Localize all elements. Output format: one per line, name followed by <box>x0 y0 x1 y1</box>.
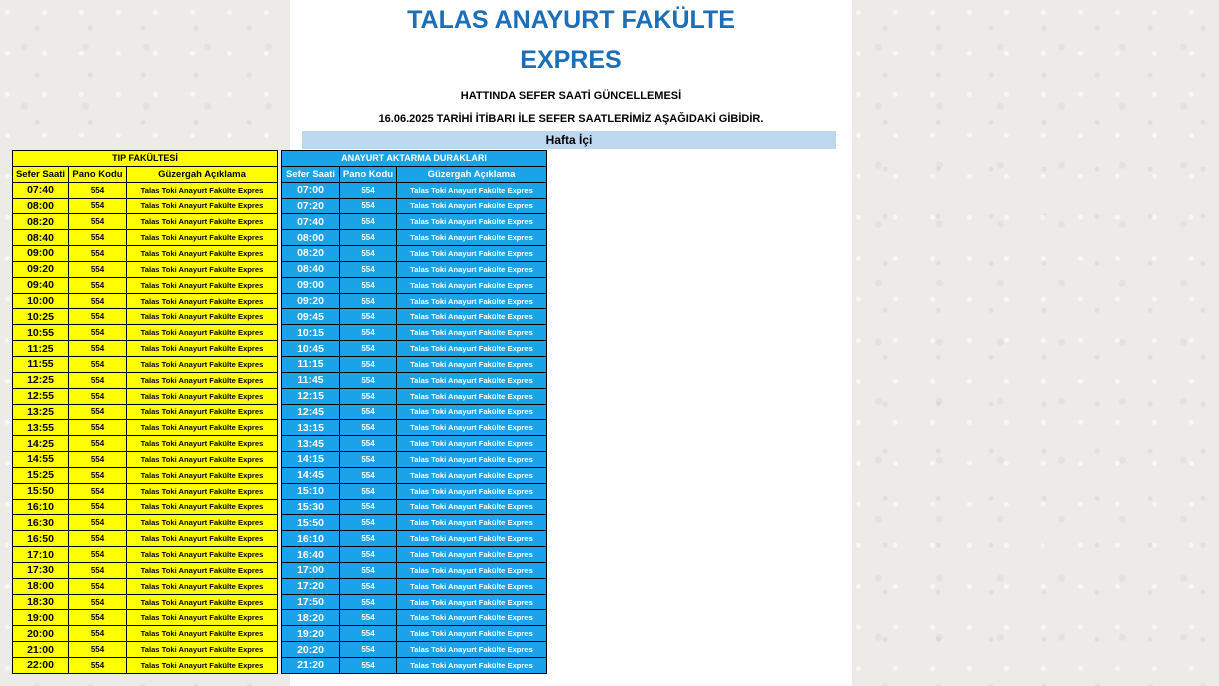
departure-time: 07:40 <box>13 182 69 198</box>
table-row <box>282 642 547 658</box>
route-description: Talas Toki Anayurt Fakülte Expres <box>397 261 547 277</box>
table-row <box>13 309 278 325</box>
board-code: 554 <box>69 230 127 246</box>
departure-time: 13:15 <box>282 420 340 436</box>
departure-time: 11:25 <box>13 341 69 357</box>
board-code: 554 <box>69 547 127 563</box>
board-code: 554 <box>69 261 127 277</box>
route-description: Talas Toki Anayurt Fakülte Expres <box>127 594 278 610</box>
table-row <box>13 531 278 547</box>
table-row <box>13 436 278 452</box>
departure-time: 17:20 <box>282 578 340 594</box>
table-row <box>13 356 278 372</box>
departure-time: 16:30 <box>13 515 69 531</box>
route-description: Talas Toki Anayurt Fakülte Expres <box>127 325 278 341</box>
departure-time: 10:00 <box>13 293 69 309</box>
column-header-row <box>282 166 547 182</box>
subtitle-effective-date: 16.06.2025 TARİHİ İTİBARI İLE SEFER SAATLERİMİZ AŞAĞIDAKİ GİBİDİR. <box>378 113 764 125</box>
route-description-header: Güzergah Açıklama <box>397 166 547 182</box>
board-code: 554 <box>69 246 127 262</box>
table-row <box>282 515 547 531</box>
route-description: Talas Toki Anayurt Fakülte Expres <box>127 356 278 372</box>
departure-time: 14:15 <box>282 452 340 468</box>
board-code: 554 <box>340 261 397 277</box>
route-description: Talas Toki Anayurt Fakülte Expres <box>397 626 547 642</box>
table-row <box>282 610 547 626</box>
stop-name-header: TIP FAKÜLTESİ <box>13 151 278 167</box>
route-description: Talas Toki Anayurt Fakülte Expres <box>397 277 547 293</box>
route-description: Talas Toki Anayurt Fakülte Expres <box>397 483 547 499</box>
departure-time: 15:10 <box>282 483 340 499</box>
departure-time: 10:55 <box>13 325 69 341</box>
board-code: 554 <box>69 214 127 230</box>
schedule-table-tip-fakultesi <box>12 150 278 674</box>
board-code: 554 <box>340 452 397 468</box>
table-row <box>282 547 547 563</box>
board-code: 554 <box>340 198 397 214</box>
route-description: Talas Toki Anayurt Fakülte Expres <box>397 467 547 483</box>
route-description: Talas Toki Anayurt Fakülte Expres <box>127 277 278 293</box>
table-row <box>282 404 547 420</box>
departure-time: 18:00 <box>13 578 69 594</box>
table-row <box>13 594 278 610</box>
departure-time: 18:30 <box>13 594 69 610</box>
table-row <box>13 214 278 230</box>
table-row <box>282 531 547 547</box>
table-row <box>282 626 547 642</box>
route-description: Talas Toki Anayurt Fakülte Expres <box>397 372 547 388</box>
table-row <box>282 658 547 674</box>
board-code: 554 <box>340 547 397 563</box>
board-code: 554 <box>69 198 127 214</box>
board-code: 554 <box>340 562 397 578</box>
board-code: 554 <box>340 230 397 246</box>
departure-time: 12:45 <box>282 404 340 420</box>
route-description: Talas Toki Anayurt Fakülte Expres <box>127 515 278 531</box>
board-code: 554 <box>69 578 127 594</box>
departure-time: 09:00 <box>13 246 69 262</box>
table-row <box>282 341 547 357</box>
table-row <box>282 372 547 388</box>
table-row <box>282 261 547 277</box>
table-row <box>282 277 547 293</box>
table-row <box>13 483 278 499</box>
departure-time: 17:50 <box>282 594 340 610</box>
route-description: Talas Toki Anayurt Fakülte Expres <box>397 356 547 372</box>
board-code: 554 <box>69 404 127 420</box>
schedule-table-anayurt-aktarma <box>281 150 547 674</box>
route-description: Talas Toki Anayurt Fakülte Expres <box>127 261 278 277</box>
route-description: Talas Toki Anayurt Fakülte Expres <box>127 483 278 499</box>
departure-time: 08:00 <box>282 230 340 246</box>
board-code: 554 <box>340 467 397 483</box>
subtitle-update-notice: HATTINDA SEFER SAATİ GÜNCELLEMESİ <box>460 90 682 102</box>
route-description: Talas Toki Anayurt Fakülte Expres <box>397 515 547 531</box>
board-code: 554 <box>69 452 127 468</box>
board-code: 554 <box>69 277 127 293</box>
board-code: 554 <box>340 515 397 531</box>
board-code: 554 <box>340 531 397 547</box>
table-row <box>282 293 547 309</box>
board-code: 554 <box>340 658 397 674</box>
route-description: Talas Toki Anayurt Fakülte Expres <box>127 198 278 214</box>
departure-time-header: Sefer Saati <box>13 166 69 182</box>
board-code: 554 <box>340 356 397 372</box>
departure-time: 08:40 <box>13 230 69 246</box>
board-code: 554 <box>69 626 127 642</box>
route-description: Talas Toki Anayurt Fakülte Expres <box>397 198 547 214</box>
table-row <box>13 562 278 578</box>
route-description: Talas Toki Anayurt Fakülte Expres <box>397 293 547 309</box>
table-row <box>13 182 278 198</box>
route-description: Talas Toki Anayurt Fakülte Expres <box>397 341 547 357</box>
board-code: 554 <box>69 420 127 436</box>
board-code: 554 <box>69 594 127 610</box>
departure-time: 08:00 <box>13 198 69 214</box>
route-description: Talas Toki Anayurt Fakülte Expres <box>127 293 278 309</box>
table-row <box>13 372 278 388</box>
departure-time: 14:25 <box>13 436 69 452</box>
board-code-header: Pano Kodu <box>69 166 127 182</box>
route-description: Talas Toki Anayurt Fakülte Expres <box>127 341 278 357</box>
departure-time: 07:40 <box>282 214 340 230</box>
board-code: 554 <box>69 658 127 674</box>
table-row <box>13 246 278 262</box>
table-row <box>13 642 278 658</box>
table-row <box>13 578 278 594</box>
departure-time: 09:20 <box>282 293 340 309</box>
board-code: 554 <box>69 642 127 658</box>
departure-time: 12:55 <box>13 388 69 404</box>
departure-time-header: Sefer Saati <box>282 166 340 182</box>
departure-time: 10:45 <box>282 341 340 357</box>
board-code: 554 <box>340 483 397 499</box>
route-description: Talas Toki Anayurt Fakülte Expres <box>397 499 547 515</box>
table-row <box>282 214 547 230</box>
stop-name-header: ANAYURT AKTARMA DURAKLARI <box>282 151 547 167</box>
table-row <box>13 515 278 531</box>
route-description: Talas Toki Anayurt Fakülte Expres <box>397 594 547 610</box>
board-code: 554 <box>69 531 127 547</box>
departure-time: 10:25 <box>13 309 69 325</box>
departure-time: 16:50 <box>13 531 69 547</box>
departure-time: 14:45 <box>282 467 340 483</box>
route-description: Talas Toki Anayurt Fakülte Expres <box>127 626 278 642</box>
board-code: 554 <box>340 325 397 341</box>
route-description: Talas Toki Anayurt Fakülte Expres <box>397 246 547 262</box>
route-description: Talas Toki Anayurt Fakülte Expres <box>397 388 547 404</box>
table-row <box>13 420 278 436</box>
departure-time: 09:00 <box>282 277 340 293</box>
departure-time: 20:00 <box>13 626 69 642</box>
departure-time: 11:45 <box>282 372 340 388</box>
table-row <box>13 626 278 642</box>
table-row <box>13 341 278 357</box>
board-code: 554 <box>340 499 397 515</box>
departure-time: 19:00 <box>13 610 69 626</box>
departure-time: 13:45 <box>282 436 340 452</box>
table-row <box>282 483 547 499</box>
board-code: 554 <box>340 642 397 658</box>
route-description: Talas Toki Anayurt Fakülte Expres <box>397 547 547 563</box>
departure-time: 08:20 <box>282 246 340 262</box>
board-code: 554 <box>69 356 127 372</box>
board-code: 554 <box>69 436 127 452</box>
table-row <box>282 594 547 610</box>
departure-time: 16:10 <box>282 531 340 547</box>
board-code: 554 <box>340 182 397 198</box>
board-code: 554 <box>340 309 397 325</box>
board-code: 554 <box>340 293 397 309</box>
table-row <box>282 562 547 578</box>
day-type-header: Hafta İçi <box>302 131 836 149</box>
departure-time: 09:40 <box>13 277 69 293</box>
route-description: Talas Toki Anayurt Fakülte Expres <box>127 182 278 198</box>
table-row <box>13 325 278 341</box>
departure-time: 11:55 <box>13 356 69 372</box>
table-row <box>282 499 547 515</box>
route-description: Talas Toki Anayurt Fakülte Expres <box>127 230 278 246</box>
table-row <box>13 658 278 674</box>
route-description: Talas Toki Anayurt Fakülte Expres <box>397 578 547 594</box>
route-description: Talas Toki Anayurt Fakülte Expres <box>397 420 547 436</box>
board-code: 554 <box>69 562 127 578</box>
route-description: Talas Toki Anayurt Fakülte Expres <box>127 246 278 262</box>
table-row <box>282 467 547 483</box>
departure-time: 13:55 <box>13 420 69 436</box>
table-header-row <box>13 151 278 167</box>
route-description: Talas Toki Anayurt Fakülte Expres <box>127 404 278 420</box>
table-row <box>282 436 547 452</box>
route-description: Talas Toki Anayurt Fakülte Expres <box>397 658 547 674</box>
board-code: 554 <box>340 341 397 357</box>
route-description: Talas Toki Anayurt Fakülte Expres <box>397 642 547 658</box>
column-header-row <box>13 166 278 182</box>
table-row <box>282 356 547 372</box>
route-description-header: Güzergah Açıklama <box>127 166 278 182</box>
board-code: 554 <box>340 436 397 452</box>
departure-time: 16:10 <box>13 499 69 515</box>
table-row <box>13 277 278 293</box>
route-description: Talas Toki Anayurt Fakülte Expres <box>127 436 278 452</box>
departure-time: 17:30 <box>13 562 69 578</box>
board-code: 554 <box>340 404 397 420</box>
departure-time: 15:25 <box>13 467 69 483</box>
route-description: Talas Toki Anayurt Fakülte Expres <box>127 562 278 578</box>
departure-time: 15:30 <box>282 499 340 515</box>
board-code: 554 <box>340 610 397 626</box>
route-description: Talas Toki Anayurt Fakülte Expres <box>127 214 278 230</box>
departure-time: 09:45 <box>282 309 340 325</box>
route-description: Talas Toki Anayurt Fakülte Expres <box>127 531 278 547</box>
route-description: Talas Toki Anayurt Fakülte Expres <box>397 404 547 420</box>
route-description: Talas Toki Anayurt Fakülte Expres <box>397 610 547 626</box>
departure-time: 10:15 <box>282 325 340 341</box>
table-row <box>282 325 547 341</box>
route-description: Talas Toki Anayurt Fakülte Expres <box>127 642 278 658</box>
route-description: Talas Toki Anayurt Fakülte Expres <box>127 467 278 483</box>
departure-time: 21:00 <box>13 642 69 658</box>
table-row <box>13 261 278 277</box>
board-code: 554 <box>340 214 397 230</box>
departure-time: 07:00 <box>282 182 340 198</box>
departure-time: 17:10 <box>13 547 69 563</box>
table-row <box>13 547 278 563</box>
board-code-header: Pano Kodu <box>340 166 397 182</box>
board-code: 554 <box>69 467 127 483</box>
departure-time: 08:40 <box>282 261 340 277</box>
departure-time: 17:00 <box>282 562 340 578</box>
board-code: 554 <box>69 341 127 357</box>
departure-time: 14:55 <box>13 452 69 468</box>
departure-time: 21:20 <box>282 658 340 674</box>
table-row <box>282 452 547 468</box>
board-code: 554 <box>69 182 127 198</box>
departure-time: 15:50 <box>282 515 340 531</box>
departure-time: 15:50 <box>13 483 69 499</box>
route-description: Talas Toki Anayurt Fakülte Expres <box>397 182 547 198</box>
board-code: 554 <box>340 594 397 610</box>
page-title-line2: EXPRES <box>520 46 622 74</box>
route-description: Talas Toki Anayurt Fakülte Expres <box>127 372 278 388</box>
table-row <box>13 388 278 404</box>
board-code: 554 <box>340 420 397 436</box>
board-code: 554 <box>340 626 397 642</box>
route-description: Talas Toki Anayurt Fakülte Expres <box>127 547 278 563</box>
table-row <box>13 198 278 214</box>
board-code: 554 <box>69 293 127 309</box>
route-description: Talas Toki Anayurt Fakülte Expres <box>127 420 278 436</box>
route-description: Talas Toki Anayurt Fakülte Expres <box>127 658 278 674</box>
page-title-line1: TALAS ANAYURT FAKÜLTE <box>407 6 735 34</box>
table-row <box>282 578 547 594</box>
route-description: Talas Toki Anayurt Fakülte Expres <box>397 562 547 578</box>
table-row <box>13 467 278 483</box>
board-code: 554 <box>69 309 127 325</box>
route-description: Talas Toki Anayurt Fakülte Expres <box>127 499 278 515</box>
route-description: Talas Toki Anayurt Fakülte Expres <box>127 452 278 468</box>
table-header-row <box>282 151 547 167</box>
route-description: Talas Toki Anayurt Fakülte Expres <box>397 325 547 341</box>
board-code: 554 <box>340 578 397 594</box>
table-row <box>13 293 278 309</box>
table-row <box>13 404 278 420</box>
table-row <box>282 182 547 198</box>
board-code: 554 <box>69 515 127 531</box>
table-row <box>13 230 278 246</box>
departure-time: 12:25 <box>13 372 69 388</box>
board-code: 554 <box>340 246 397 262</box>
table-row <box>282 198 547 214</box>
board-code: 554 <box>340 372 397 388</box>
route-description: Talas Toki Anayurt Fakülte Expres <box>127 578 278 594</box>
table-row <box>282 309 547 325</box>
table-row <box>13 452 278 468</box>
board-code: 554 <box>69 499 127 515</box>
route-description: Talas Toki Anayurt Fakülte Expres <box>397 230 547 246</box>
board-code: 554 <box>340 388 397 404</box>
table-row <box>282 230 547 246</box>
departure-time: 12:15 <box>282 388 340 404</box>
route-description: Talas Toki Anayurt Fakülte Expres <box>397 309 547 325</box>
table-row <box>282 246 547 262</box>
route-description: Talas Toki Anayurt Fakülte Expres <box>397 452 547 468</box>
board-code: 554 <box>69 483 127 499</box>
departure-time: 18:20 <box>282 610 340 626</box>
route-description: Talas Toki Anayurt Fakülte Expres <box>397 436 547 452</box>
board-code: 554 <box>69 372 127 388</box>
departure-time: 07:20 <box>282 198 340 214</box>
departure-time: 16:40 <box>282 547 340 563</box>
departure-time: 13:25 <box>13 404 69 420</box>
route-description: Talas Toki Anayurt Fakülte Expres <box>127 309 278 325</box>
board-code: 554 <box>340 277 397 293</box>
table-row <box>13 610 278 626</box>
departure-time: 22:00 <box>13 658 69 674</box>
route-description: Talas Toki Anayurt Fakülte Expres <box>127 388 278 404</box>
board-code: 554 <box>69 325 127 341</box>
departure-time: 08:20 <box>13 214 69 230</box>
departure-time: 20:20 <box>282 642 340 658</box>
departure-time: 09:20 <box>13 261 69 277</box>
table-row <box>282 388 547 404</box>
table-row <box>282 420 547 436</box>
board-code: 554 <box>69 610 127 626</box>
departure-time: 19:20 <box>282 626 340 642</box>
route-description: Talas Toki Anayurt Fakülte Expres <box>127 610 278 626</box>
board-code: 554 <box>69 388 127 404</box>
table-row <box>13 499 278 515</box>
route-description: Talas Toki Anayurt Fakülte Expres <box>397 531 547 547</box>
departure-time: 11:15 <box>282 356 340 372</box>
route-description: Talas Toki Anayurt Fakülte Expres <box>397 214 547 230</box>
